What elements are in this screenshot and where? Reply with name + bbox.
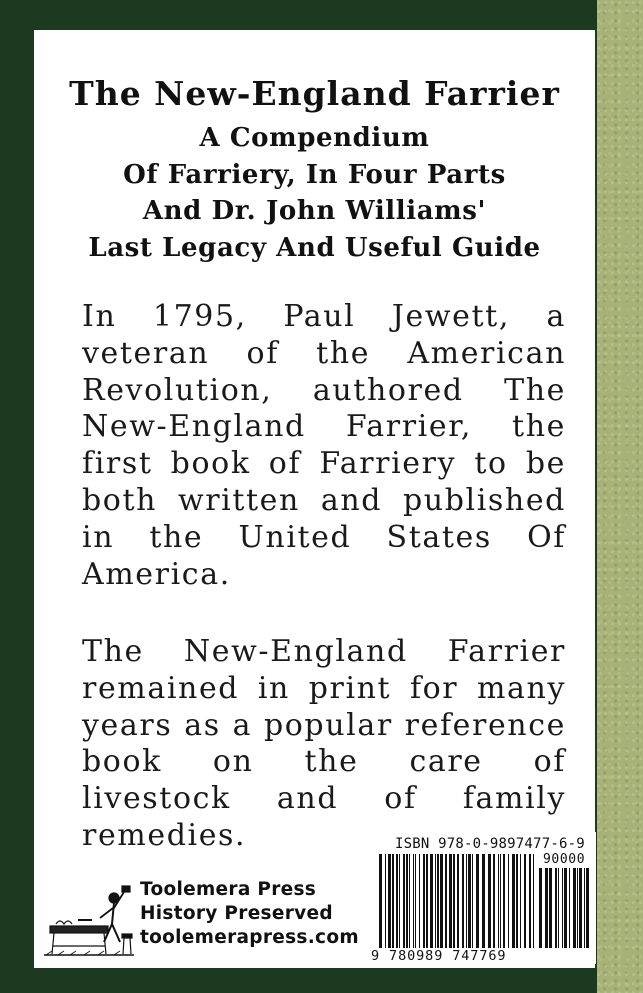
barcode-bar [539,868,542,948]
barcode-bar [549,868,552,948]
description-paragraph-2: The New-England Farrier remained in print for many years as a popular reference book on the care of livestock and of family remedies. [82,634,566,853]
publisher-tagline: History Preserved [140,903,333,924]
barcode-bar [423,854,425,948]
barcode-bar [462,854,464,948]
subtitle-line: Of Farriery, In Four Parts [123,159,506,190]
barcode-bar [449,854,452,948]
barcode-bar [577,868,578,948]
book-title: The New-England Farrier [69,74,560,113]
barcode-bar [493,854,495,948]
barcode-bar [415,854,416,948]
barcode-bar [584,868,585,948]
barcode-bar [396,854,398,948]
barcode-bar [435,854,436,948]
barcode-bar [533,854,534,948]
ean-digits: 9 780989 747769 [371,948,507,964]
barcode-bar [388,854,391,948]
barcode-bar [579,868,582,948]
ean-barcode-bars [379,854,534,948]
barcode-bar [476,854,479,948]
barcode-bar [399,854,400,948]
barcode-bar [586,868,589,948]
back-cover-panel [34,30,595,968]
publisher-name: Toolemera Press [140,879,317,900]
barcode-bar [564,868,567,948]
barcode-bar [472,854,473,948]
addon-barcode-bars [539,868,589,948]
barcode-bar [437,854,439,948]
barcode-bar [503,854,505,948]
barcode-bar [403,854,405,948]
price-code: 90000 [543,852,586,867]
barcode-bar [453,854,455,948]
barcode-bar [468,854,471,948]
barcode-bar [488,854,491,948]
description-paragraph-1: In 1795, Paul Jewett, a veteran of the American Revolution, authored The New-England Farrier, the first book of Farriery to be both written and published in the United States Of America. [82,299,566,592]
barcode-bar [406,854,408,948]
barcode-bar [379,854,382,948]
publisher-website[interactable]: toolemerapress.com [140,927,359,948]
barcode-bar [498,854,499,948]
barcode-bar [500,854,501,948]
subtitle-line: A Compendium [199,123,430,153]
spine-texture [597,0,643,993]
barcode-bar [426,854,428,948]
barcode-bar [413,854,414,948]
barcode-bar [385,854,386,948]
barcode-bar [555,868,557,948]
barcode-bar [520,854,521,948]
barcode-bar [573,868,576,948]
woodworker-engraving-icon [44,884,136,958]
barcode-bar [392,854,394,948]
publisher-block [44,872,384,962]
book-subtitle [34,120,595,266]
barcode-bar [419,854,420,948]
barcode-bar [529,854,531,948]
barcode-bar [562,868,563,948]
barcode-bar [466,854,467,948]
barcode-bar [482,854,485,948]
barcode-bar [516,854,518,948]
barcode-bar [409,854,410,948]
barcode-bar [545,868,548,948]
barcode-bar [524,854,526,948]
barcode-bar [558,868,559,948]
subtitle-line: Last Legacy And Useful Guide [88,232,541,263]
isbn-barcode [367,832,596,964]
barcode-bar [569,868,570,948]
isbn-text: ISBN 978-0-9897477-6-9 [395,836,585,852]
subtitle-line: And Dr. John Williams' [142,196,487,226]
barcode-bar [430,854,433,948]
barcode-bar [445,854,447,948]
barcode-bar [440,854,443,948]
barcode-bar [508,854,509,948]
barcode-bar [457,854,459,948]
barcode-bar [512,854,515,948]
